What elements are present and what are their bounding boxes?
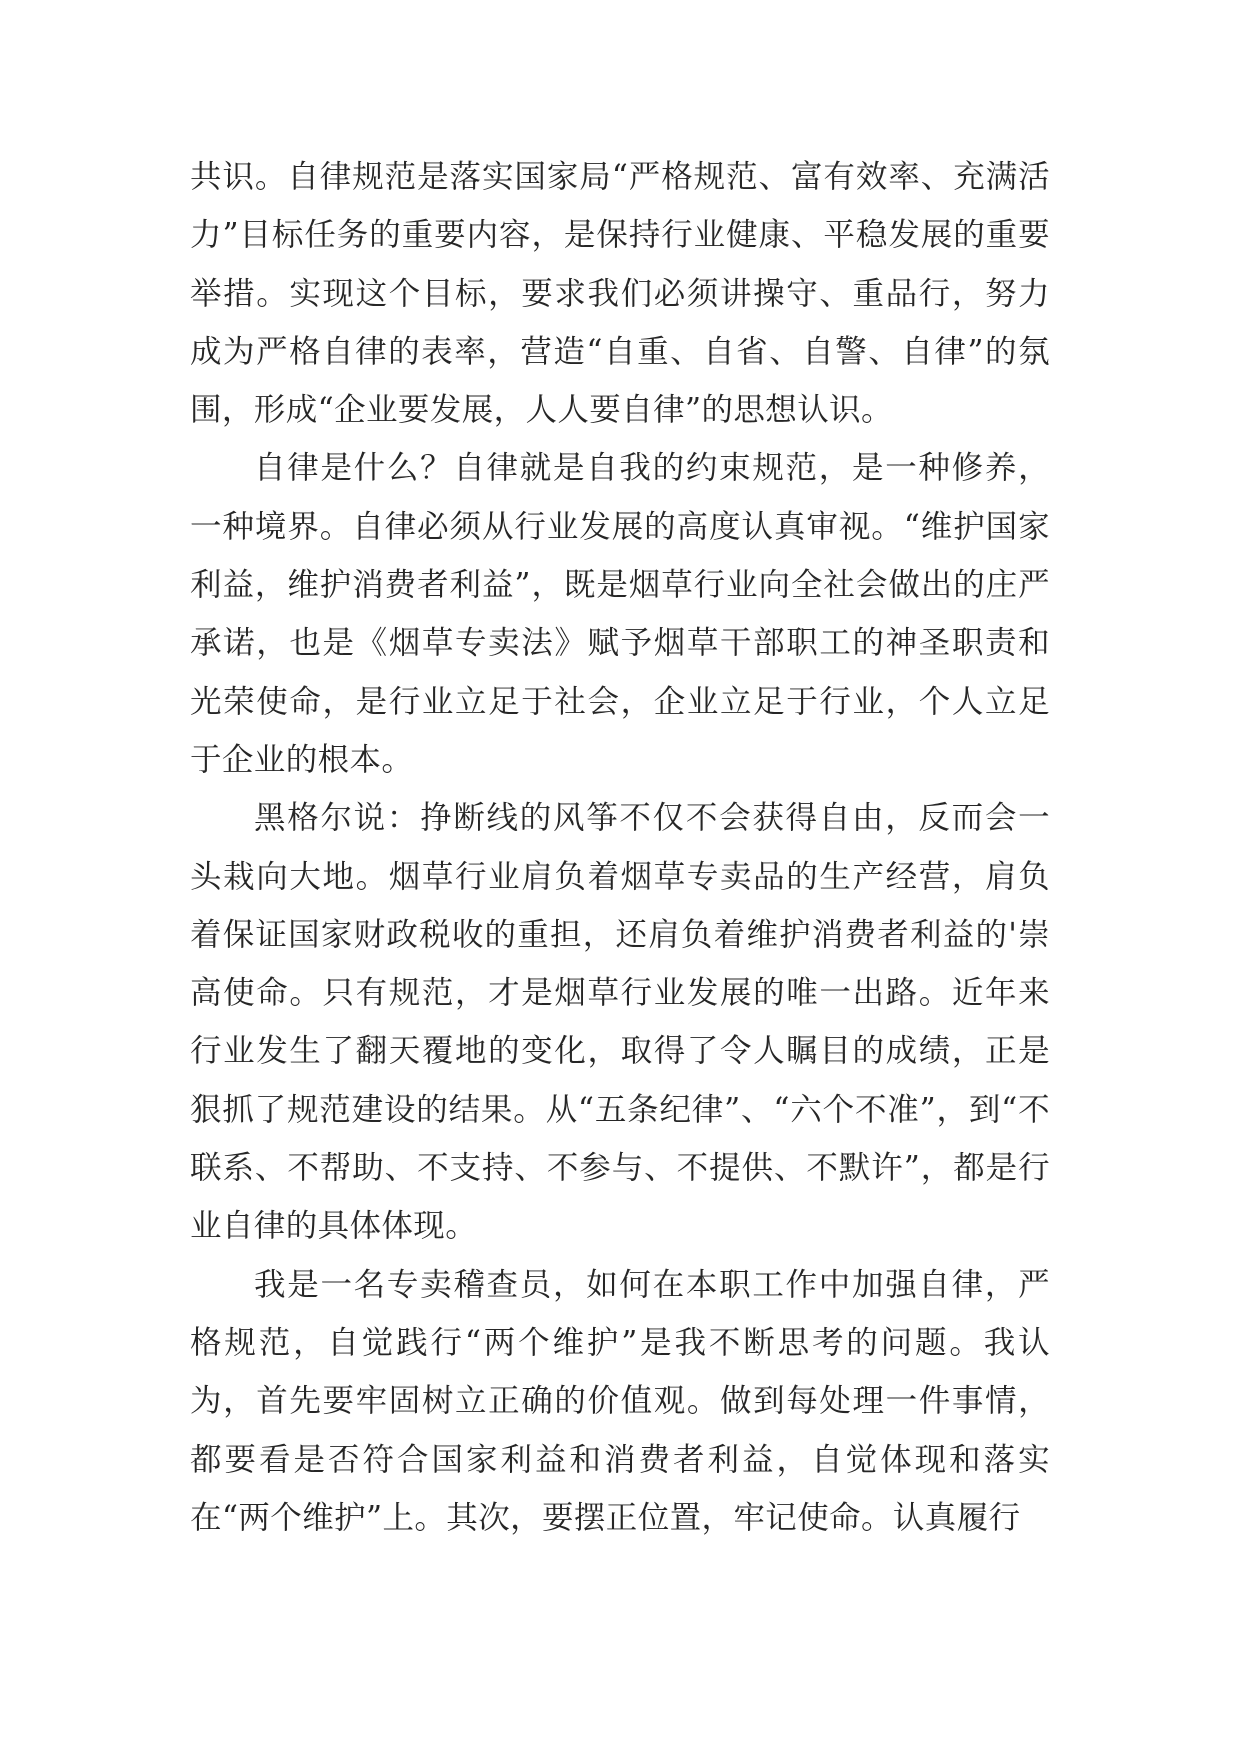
paragraph-4: 我是一名专卖稽查员，如何在本职工作中加强自律，严格规范，自觉践行“两个维护”是我不断思考的问题。我认为，首先要牢固树立正确的价值观。做到每处理一件事情，都要看是否符合国家利益和消费者利益，自觉体现和落实在“两个维护”上。其次，要摆正位置，牢记使命。认真履行	[190, 1266, 1050, 1536]
paragraph-1: 共识。自律规范是落实国家局“严格规范、富有效率、充满活力”目标任务的重要内容，是保持行业健康、平稳发展的重要举措。实现这个目标，要求我们必须讲操守、重品行，努力成为严格自律的表率，营造“自重、自省、自警、自律”的氛围，形成“企业要发展，人人要自律”的思想认识。	[190, 159, 1050, 429]
paragraph-3: 黑格尔说：挣断线的风筝不仅不会获得自由，反而会一头栽向大地。烟草行业肩负着烟草专卖品的生产经营，肩负着保证国家财政税收的重担，还肩负着维护消费者利益的'崇高使命。只有规范，才是烟草行业发展的唯一出路。近年来行业发生了翻天覆地的变化，取得了令人瞩目的成绩，正是狠抓了规范建设的结果。从“五条纪律”、“六个不准”，到“不联系、不帮助、不支持、不参与、不提供、不默许”，都是行业自律的具体体现。	[190, 800, 1050, 1245]
paragraph-2: 自律是什么？自律就是自我的约束规范，是一种修养，一种境界。自律必须从行业发展的高度认真审视。“维护国家利益，维护消费者利益”，既是烟草行业向全社会做出的庄严承诺，也是《烟草专卖法》赋予烟草干部职工的神圣职责和光荣使命，是行业立足于社会，企业立足于行业，个人立足于企业的根本。	[190, 450, 1050, 778]
document-body	[190, 148, 1050, 1547]
